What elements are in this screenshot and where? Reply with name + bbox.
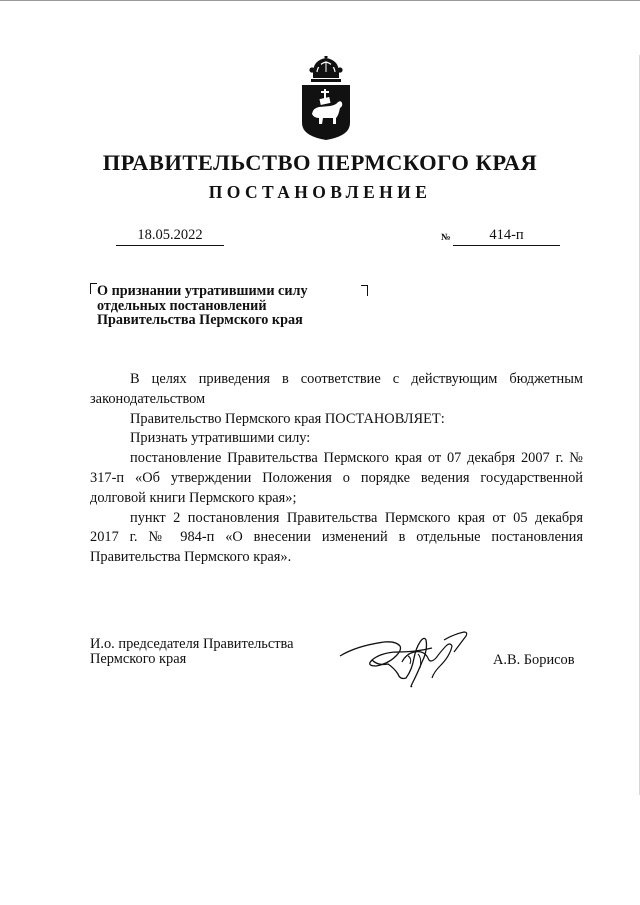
document-number: 414-п [453, 227, 560, 246]
subject-line: отдельных постановлений [97, 297, 267, 314]
subject-corner-left [90, 283, 97, 294]
body-paragraph: постановление Правительства Пермского края от 07 декабря 2007 г. № 317-п «Об утверждении Положения о порядке ведения государственной долговой книги Пермского края»; [90, 450, 583, 506]
signatory-position-line: Пермского края [90, 651, 187, 667]
signatory-name: А.В. Борисов [493, 652, 575, 668]
signatory-position [90, 637, 330, 667]
document-type: ПОСТАНОВЛЕНИЕ [208, 182, 432, 202]
page-edge-top [0, 0, 640, 6]
government-title: ПРАВИТЕЛЬСТВО ПЕРМСКОГО КРАЯ [102, 150, 538, 175]
coat-of-arms-icon [298, 56, 354, 142]
subject-line: О признании утратившими силу [97, 283, 308, 299]
handwritten-signature [336, 628, 470, 690]
subject-line: Правительства Пермского края [97, 312, 303, 328]
document-date: 18.05.2022 [116, 227, 224, 246]
body-paragraph: Правительство Пермского края ПОСТАНОВЛЯЕТ: [130, 410, 445, 427]
body-paragraph: пункт 2 постановления Правительства Пермского края от 05 декабря 2017 г. № 984-п «О внесении изменений в отдельные постановления Правительства Пермского края». [90, 509, 583, 566]
document-subject [97, 284, 367, 328]
document-body [90, 370, 583, 568]
number-sign: № [441, 233, 451, 243]
body-paragraph: Признать утратившими силу: [130, 430, 311, 447]
body-paragraph: В целях приведения в соответствие с действующим бюджетным законодательством [90, 371, 583, 407]
signatory-position-line: И.о. председателя Правительства [90, 636, 294, 652]
